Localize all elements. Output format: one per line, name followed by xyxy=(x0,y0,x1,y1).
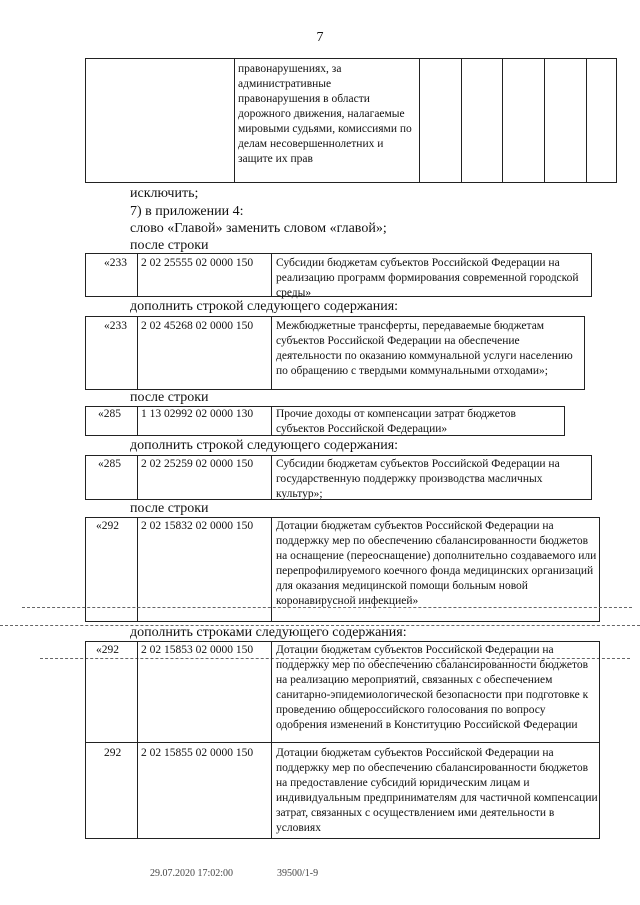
table-row xyxy=(85,316,585,390)
top-table-text: правонарушениях, за административные правонарушения в области дорожного движения, налагаемые мировыми судьями, комиссиями по делам несовершеннолетних и защите их прав xyxy=(238,63,412,165)
row-text: Дотации бюджетам субъектов Российской Федерации на поддержку мер по обеспечению сбалансированности бюджетов на предоставление субсидий юридическим лицам и индивидуальным предпринимателям для частичной компенсации затрат, связанных с осуществлением ими деятельности в условиях xyxy=(276,747,598,834)
row-text: Субсидии бюджетам субъектов Российской Федерации на реализацию программ формирования современной городской среды» xyxy=(276,257,579,299)
table-row xyxy=(85,641,600,743)
paragraph-exclude: исключить; xyxy=(130,186,199,201)
paragraph-item-7: 7) в приложении 4: xyxy=(130,204,244,219)
table-row xyxy=(85,253,592,297)
row-code: «292 xyxy=(96,644,119,656)
row-kbk: 2 02 25259 02 0000 150 xyxy=(141,458,254,470)
add-row-label-2: дополнить строкой следующего содержания: xyxy=(130,438,399,453)
row-kbk: 2 02 45268 02 0000 150 xyxy=(141,320,254,332)
add-row-label-1: дополнить строкой следующего содержания: xyxy=(130,299,399,314)
row-text: Субсидии бюджетам субъектов Российской Федерации на государственную поддержку производства масличных культур»; xyxy=(276,458,560,500)
row-text: Прочие доходы от компенсации затрат бюджетов субъектов Российской Федерации» xyxy=(276,408,516,435)
paragraph-replace: слово «Главой» заменить словом «главой»; xyxy=(130,221,387,236)
row-code: «233 xyxy=(104,257,127,269)
table-row xyxy=(85,455,592,500)
row-code: «292 xyxy=(96,520,119,532)
row-kbk: 1 13 02992 02 0000 130 xyxy=(141,408,254,420)
row-code: «233 xyxy=(104,320,127,332)
row-text: Дотации бюджетам субъектов Российской Федерации на поддержку мер по обеспечению сбалансированности бюджетов на оснащение (переоснащение) дополнительно создаваемого или перепрофилируемого коечного фонда медицинских организаций для оказания медицинской помощи больным новой коронавирусной инфекцией» xyxy=(276,520,597,607)
top-table xyxy=(85,58,617,183)
after-row-label-3: после строки xyxy=(130,501,209,516)
table-row xyxy=(85,743,600,839)
footer-date: 29.07.2020 17:02:00 xyxy=(150,868,234,879)
row-text: Дотации бюджетам субъектов Российской Федерации на поддержку мер по обеспечению сбалансированности бюджетов на реализацию мероприятий, связанных с обеспечением санитарно-эпидемиологической безопасности при подготовке к проведению общероссийского голосования по вопросу одобрения изменений в Конституцию Российской Федерации xyxy=(276,644,589,731)
add-rows-label: дополнить строками следующего содержания: xyxy=(130,625,407,640)
row-kbk: 2 02 15855 02 0000 150 xyxy=(141,747,254,759)
after-row-label-1: после строки xyxy=(130,238,209,253)
row-text: Межбюджетные трансферты, передаваемые бюджетам субъектов Российской Федерации на обеспечение деятельности по оказанию коммунальной услуги населению по обращению с твердыми коммунальными отходами»; xyxy=(276,320,573,377)
row-code: 292 xyxy=(104,747,122,759)
row-kbk: 2 02 15832 02 0000 150 xyxy=(141,520,254,532)
row-kbk: 2 02 15853 02 0000 150 xyxy=(141,644,254,656)
row-code: «285 xyxy=(98,458,121,470)
row-code: «285 xyxy=(98,408,121,420)
footer-id: 39500/1-9 xyxy=(277,868,319,879)
table-row xyxy=(85,406,565,436)
after-row-label-2: после строки xyxy=(130,390,209,405)
row-kbk: 2 02 25555 02 0000 150 xyxy=(141,257,254,269)
page-number: 7 xyxy=(316,30,324,45)
scan-fold-line xyxy=(22,607,632,608)
